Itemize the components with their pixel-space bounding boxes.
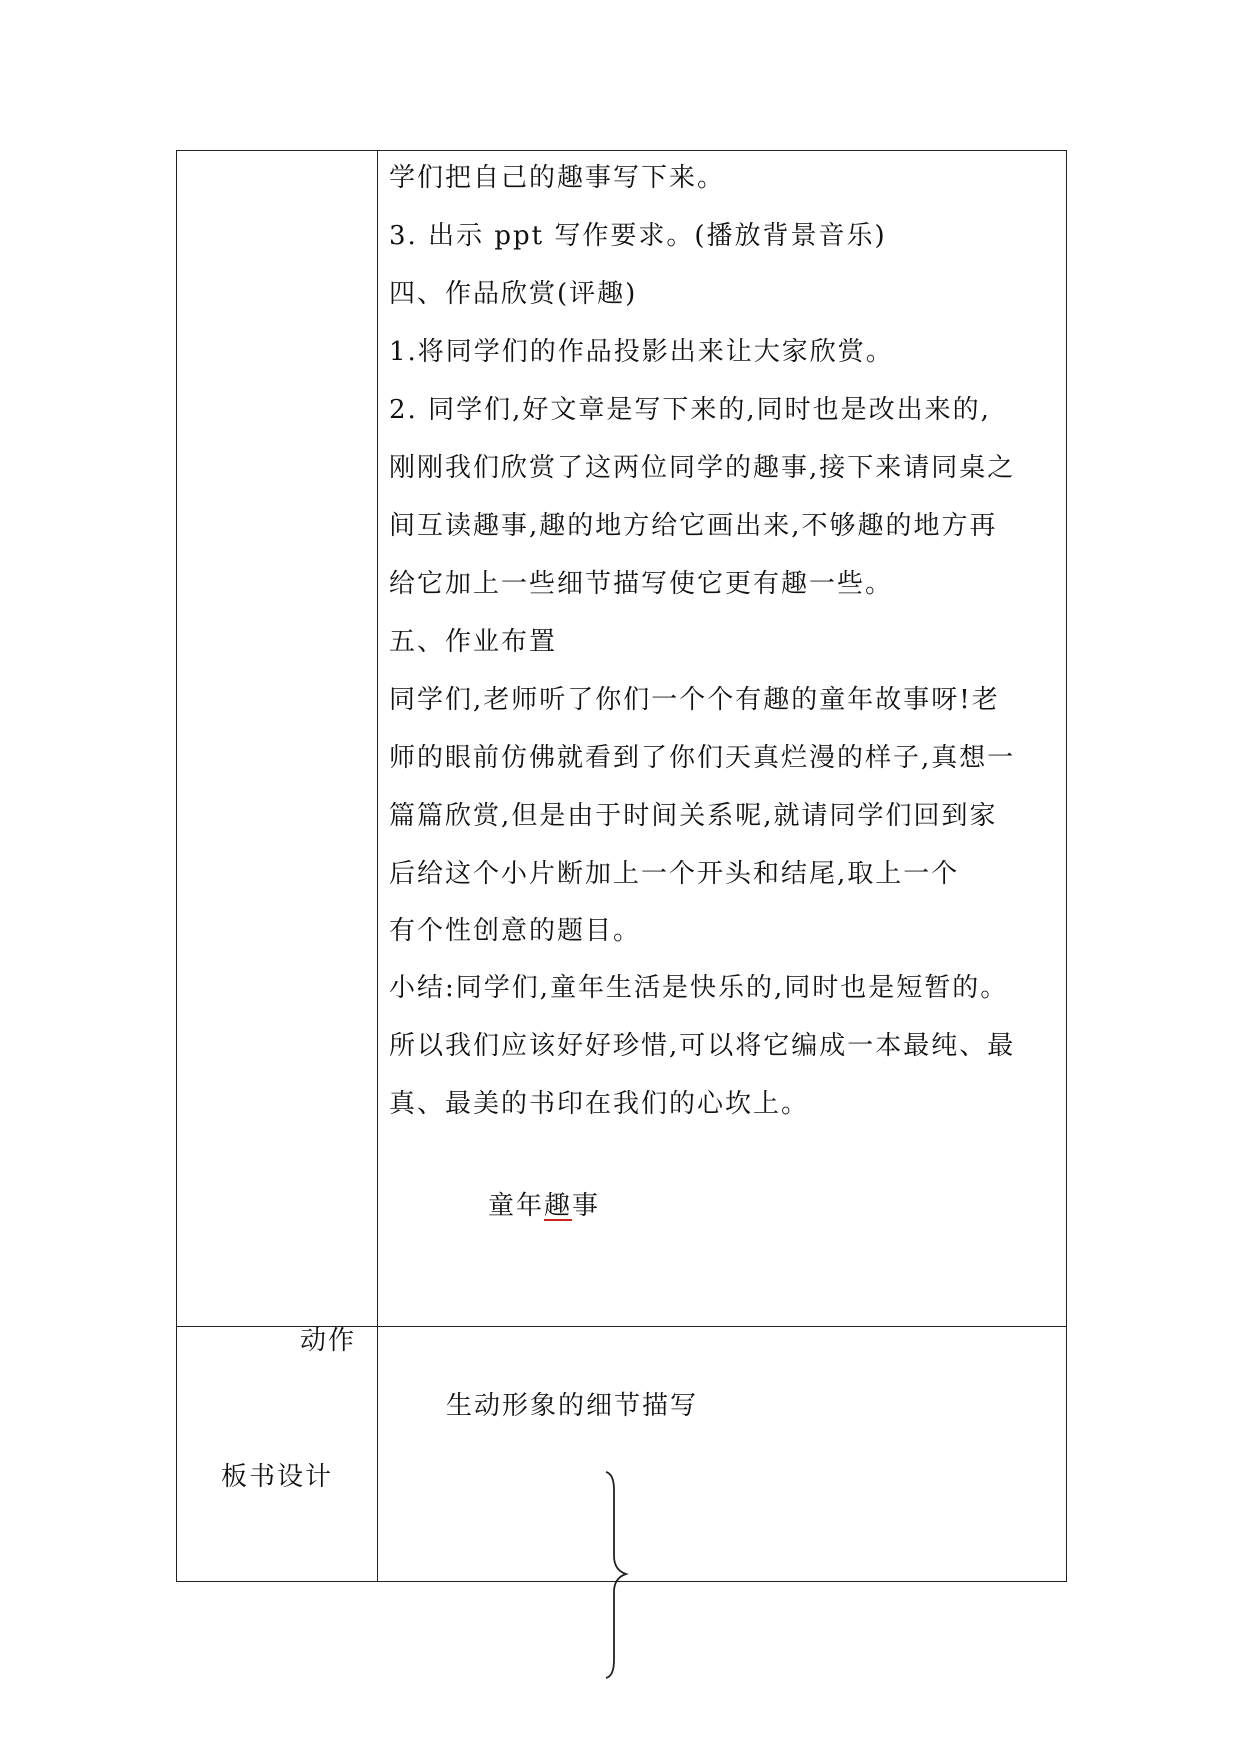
content-line: 有个性创意的题目。 <box>389 916 642 946</box>
content-line: 3. 出示 ppt 写作要求。(播放背景音乐) <box>389 221 887 251</box>
column-divider <box>377 151 378 1581</box>
content-line: 篇篇欣赏,但是由于时间关系呢,就请同学们回到家 <box>389 801 998 831</box>
board-title <box>488 1185 600 1222</box>
content-line: 同学们,老师听了你们一个个有趣的童年故事呀!老 <box>389 685 1000 715</box>
content-line: 师的眼前仿佛就看到了你们天真烂漫的样子,真想一 <box>389 743 1016 773</box>
content-line: 间互读趣事,趣的地方给它画出来,不够趣的地方再 <box>389 511 998 541</box>
lesson-table <box>176 150 1067 1582</box>
content-line: 后给这个小片断加上一个开头和结尾,取上一个 <box>389 859 960 889</box>
board-item-action: 动作 <box>300 1326 357 1356</box>
board-item-description: 生动形象的细节描写 <box>446 1391 699 1421</box>
curly-brace-icon <box>600 1470 630 1680</box>
content-line: 1.将同学们的作品投影出来让大家欣赏。 <box>389 337 894 367</box>
content-line: 所以我们应该好好珍惜,可以将它编成一本最纯、最 <box>389 1031 1016 1061</box>
board-design-label-cell <box>177 1326 377 1583</box>
board-design-label: 板书设计 <box>220 1462 333 1492</box>
content-line: 刚刚我们欣赏了这两位同学的趣事,接下来请同桌之 <box>389 453 1016 483</box>
content-line: 四、作品欣赏(评趣) <box>389 279 638 309</box>
content-line: 五、作业布置 <box>389 627 558 657</box>
content-line: 小结:同学们,童年生活是快乐的,同时也是短暂的。 <box>389 973 1009 1003</box>
board-title-part: 童年 <box>488 1191 545 1221</box>
content-line: 给它加上一些细节描写使它更有趣一些。 <box>389 569 894 599</box>
content-line: 学们把自己的趣事写下来。 <box>389 163 726 193</box>
content-line: 2. 同学们,好文章是写下来的,同时也是改出来的, <box>389 395 991 425</box>
board-title-part: 事 <box>572 1191 601 1221</box>
board-title-keyword: 趣 <box>544 1191 573 1221</box>
content-line: 真、最美的书印在我们的心坎上。 <box>389 1089 810 1119</box>
